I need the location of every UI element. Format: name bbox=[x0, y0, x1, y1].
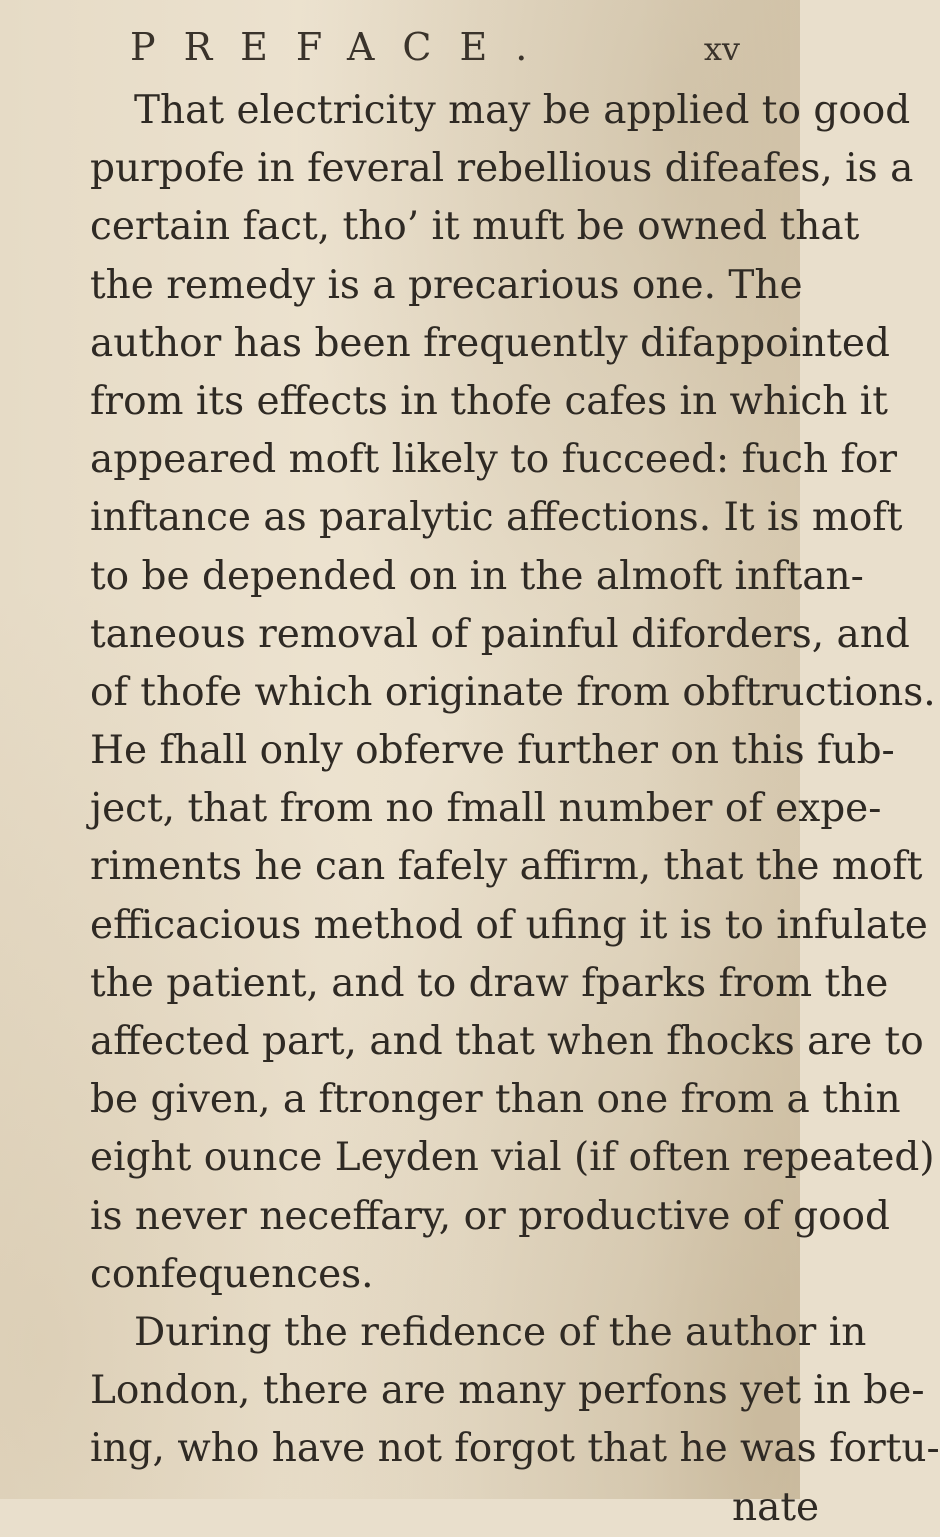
text-line: the remedy is a precarious one. The bbox=[90, 262, 803, 308]
text-line: ing, who have not forgot that he was fortu- bbox=[90, 1426, 940, 1472]
text-line: confequences. bbox=[90, 1251, 374, 1297]
text-line: of thofe which originate from obftructions. bbox=[90, 669, 936, 715]
text-line: ject, that from no fmall number of expe- bbox=[90, 786, 882, 832]
text-line: taneous removal of painful diforders, and bbox=[90, 611, 910, 657]
catchword-row bbox=[90, 1479, 820, 1537]
text-line: affected part, and that when fhocks are to bbox=[90, 1019, 924, 1064]
body-text bbox=[90, 82, 940, 1537]
page-number: xv bbox=[703, 30, 740, 68]
page-header bbox=[130, 22, 770, 72]
text-line: efficacious method of ufing it is to infulate bbox=[90, 902, 928, 948]
text-line: inftance as paralytic affections. It is moft bbox=[90, 495, 903, 541]
text-line: from its effects in thofe cafes in which it bbox=[90, 378, 888, 424]
text-line: appeared moft likely to fucceed: fuch for bbox=[90, 437, 898, 483]
running-head: PREFACE. bbox=[130, 25, 556, 69]
text-line: London, there are many perfons yet in be- bbox=[90, 1368, 925, 1414]
text-line: eight ounce Leyden vial (if often repeated) bbox=[90, 1135, 935, 1181]
text-line: purpofe in feveral rebellious difeafes, is a bbox=[90, 146, 914, 192]
text-line: author has been frequently difappointed bbox=[90, 320, 890, 366]
text-line: to be depended on in the almoft inftan- bbox=[90, 553, 864, 599]
catchword: nate bbox=[732, 1484, 820, 1530]
text-line: certain fact, tho’ it muft be owned that bbox=[90, 204, 860, 250]
text-line: riments he can fafely affirm, that the moft bbox=[90, 844, 923, 890]
text-line: is never neceffary, or productive of good bbox=[90, 1193, 890, 1239]
text-line: be given, a ftronger than one from a thin bbox=[90, 1077, 901, 1123]
text-line: That electricity may be applied to good bbox=[134, 88, 911, 133]
text-line: He fhall only obferve further on this fub- bbox=[90, 728, 895, 774]
text-line: During the refidence of the author in bbox=[134, 1309, 867, 1355]
text-line: the patient, and to draw fparks from the bbox=[90, 960, 889, 1006]
